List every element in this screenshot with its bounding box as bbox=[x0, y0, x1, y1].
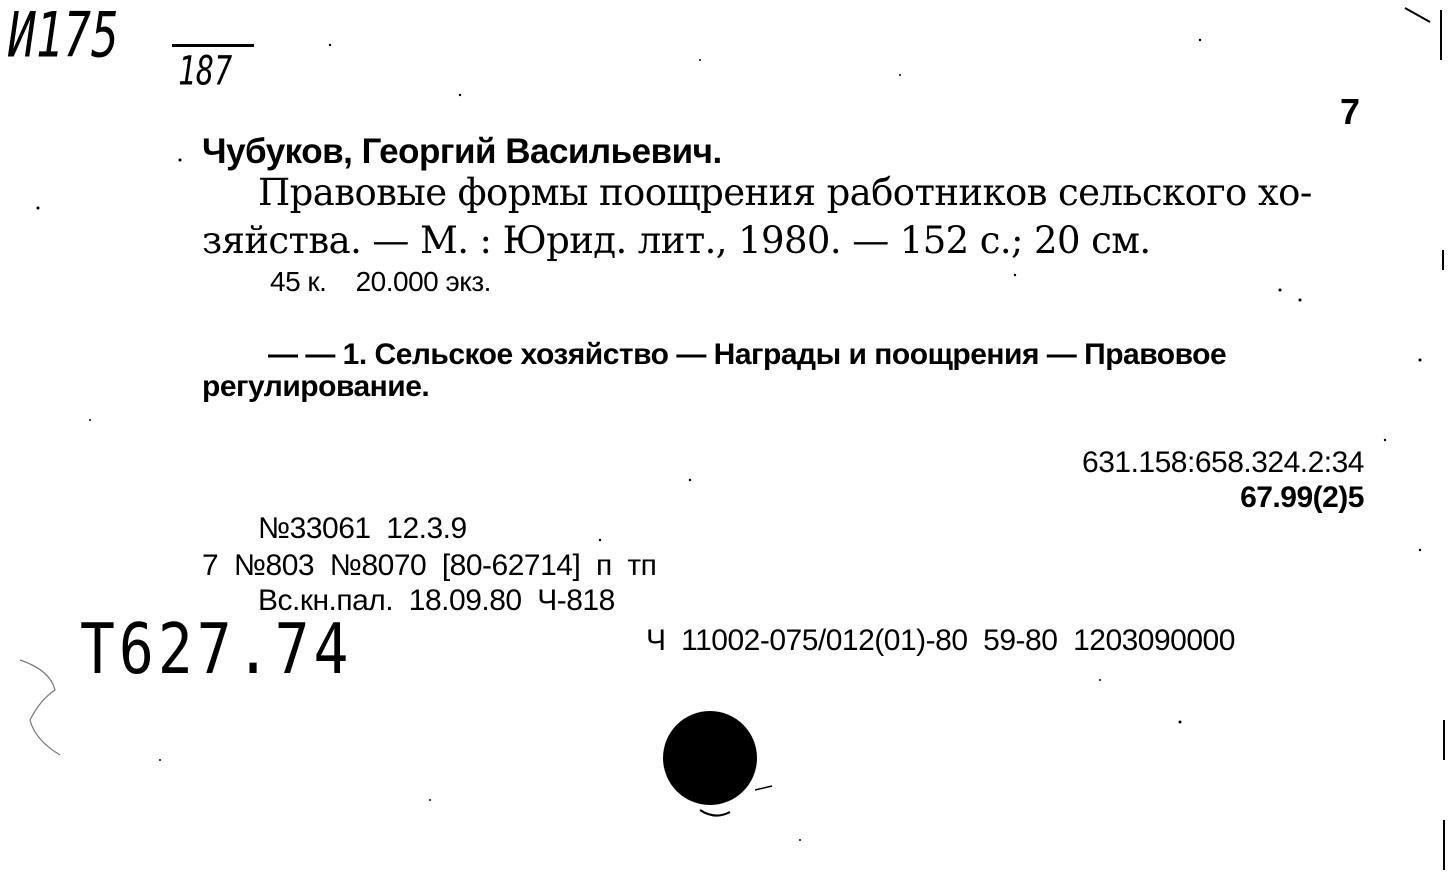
handwritten-fraction: 187 bbox=[178, 47, 233, 96]
print-info: 7 №803 №8070 [80-62714] п тп bbox=[202, 549, 657, 582]
udc-index: 631.158:658.324.2:34 bbox=[1082, 446, 1364, 479]
book-chamber-info: Вс.кн.пал. 18.09.80 Ч-818 bbox=[258, 584, 615, 617]
fraction-bar bbox=[172, 44, 254, 47]
bbk-index: 67.99(2)5 bbox=[1240, 481, 1364, 514]
card-number: 7 bbox=[1340, 91, 1360, 132]
author-heading: Чубуков, Георгий Васильевич. bbox=[202, 132, 722, 171]
subject-heading-line-2: регулирование. bbox=[202, 370, 430, 403]
title-line-2: зяйства. — М. : Юрид. лит., 1980. — 152 с.; 20 см. bbox=[202, 219, 1151, 262]
publisher-code-line: Ч 11002-075/012(01)-80 59-80 1203090000 bbox=[646, 624, 1235, 657]
title-line-1: Правовые формы поощрения работников сельского хо- bbox=[258, 171, 1312, 214]
order-number: №33061 12.3.9 bbox=[258, 512, 467, 545]
punch-hole-icon bbox=[660, 708, 760, 808]
handwritten-shelfmark: T627.74 bbox=[80, 608, 353, 690]
subject-heading-line-1: — — 1. Сельское хозяйство — Награды и поощрения — Правовое bbox=[268, 338, 1227, 371]
price-and-copies: 45 к. 20.000 экз. bbox=[270, 266, 491, 297]
handwritten-inventory-number: И175 bbox=[8, 0, 119, 72]
